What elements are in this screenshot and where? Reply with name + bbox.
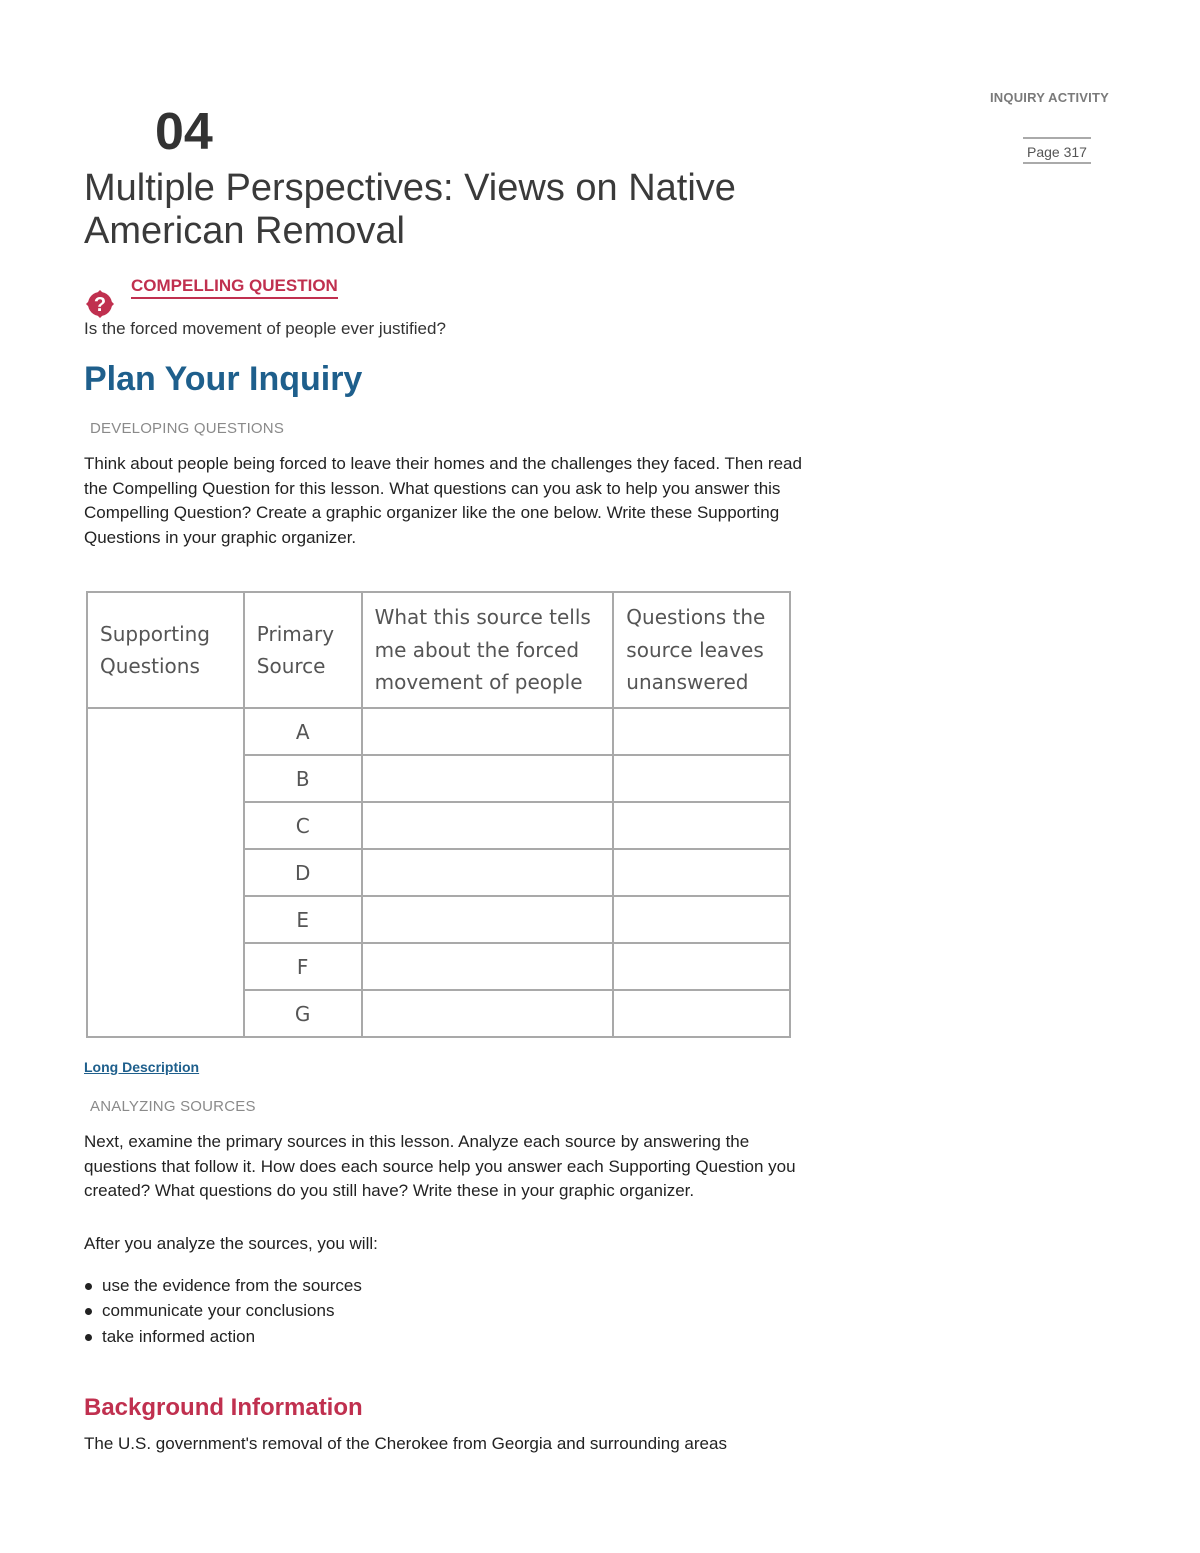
source-label: F: [244, 943, 362, 990]
header-primary-source: Primary Source: [244, 592, 362, 708]
table-cell: [613, 708, 790, 755]
source-label: A: [244, 708, 362, 755]
header-supporting-questions: Supporting Questions: [87, 592, 244, 708]
table-cell: [613, 802, 790, 849]
plan-your-inquiry-heading: Plan Your Inquiry: [84, 360, 363, 398]
next-steps-list: [84, 1273, 362, 1349]
svg-text:?: ?: [93, 294, 107, 316]
long-description-link[interactable]: Long Description: [84, 1059, 200, 1075]
chapter-number: 04: [155, 103, 213, 161]
table-row: [87, 708, 790, 755]
table-cell: [362, 802, 614, 849]
table-cell: [613, 990, 790, 1037]
source-label: D: [244, 849, 362, 896]
list-item: take informed action: [84, 1324, 362, 1349]
source-label: E: [244, 896, 362, 943]
analyzing-sources-text: Next, examine the primary sources in this lesson. Analyze each source by answering the questions that follow it. How does each source help you answer each Supporting Question you created? What questions do you still have? Write these in your graphic organizer.: [84, 1132, 796, 1200]
developing-questions-text: Think about people being forced to leave their homes and the challenges they faced. Then read the Compelling Question for this lesson. What questions can you ask to help you answer this Compelling Question? Create a graphic organizer like the one below. Write these Supporting Questions in your graphic organizer.: [84, 454, 802, 547]
background-information-text: The U.S. government's removal of the Cherokee from Georgia and surrounding areas: [84, 1434, 727, 1453]
developing-questions-label: DEVELOPING QUESTIONS: [90, 420, 285, 437]
supporting-questions-cell: [87, 708, 244, 1037]
source-label: C: [244, 802, 362, 849]
question-mark-icon: [84, 288, 116, 320]
background-information-heading: Background Information: [84, 1394, 363, 1421]
after-analysis-text: After you analyze the sources, you will:: [84, 1234, 378, 1253]
list-item: communicate your conclusions: [84, 1298, 362, 1323]
table-cell: [362, 990, 614, 1037]
table-header-row: [87, 592, 790, 708]
analyzing-sources-label: ANALYZING SOURCES: [90, 1098, 256, 1115]
list-item: use the evidence from the sources: [84, 1273, 362, 1298]
source-label: G: [244, 990, 362, 1037]
table-cell: [362, 849, 614, 896]
table-cell: [362, 943, 614, 990]
header-unanswered-questions: Questions the source leaves unanswered: [613, 592, 790, 708]
page-title: Multiple Perspectives: Views on Native American Removal: [84, 167, 736, 252]
inquiry-activity-label: INQUIRY ACTIVITY: [990, 90, 1110, 105]
compelling-question-label: COMPELLING QUESTION: [131, 276, 338, 299]
table-cell: [362, 708, 614, 755]
compelling-question-text: Is the forced movement of people ever justified?: [84, 319, 446, 338]
table-cell: [362, 755, 614, 802]
table-cell: [613, 943, 790, 990]
page-number: Page 317: [1023, 137, 1091, 164]
table-cell: [613, 896, 790, 943]
table-cell: [613, 849, 790, 896]
table-cell: [613, 755, 790, 802]
source-label: B: [244, 755, 362, 802]
graphic-organizer-table: [86, 591, 791, 1038]
table-cell: [362, 896, 614, 943]
header-source-tells: What this source tells me about the forced movement of people: [362, 592, 614, 708]
